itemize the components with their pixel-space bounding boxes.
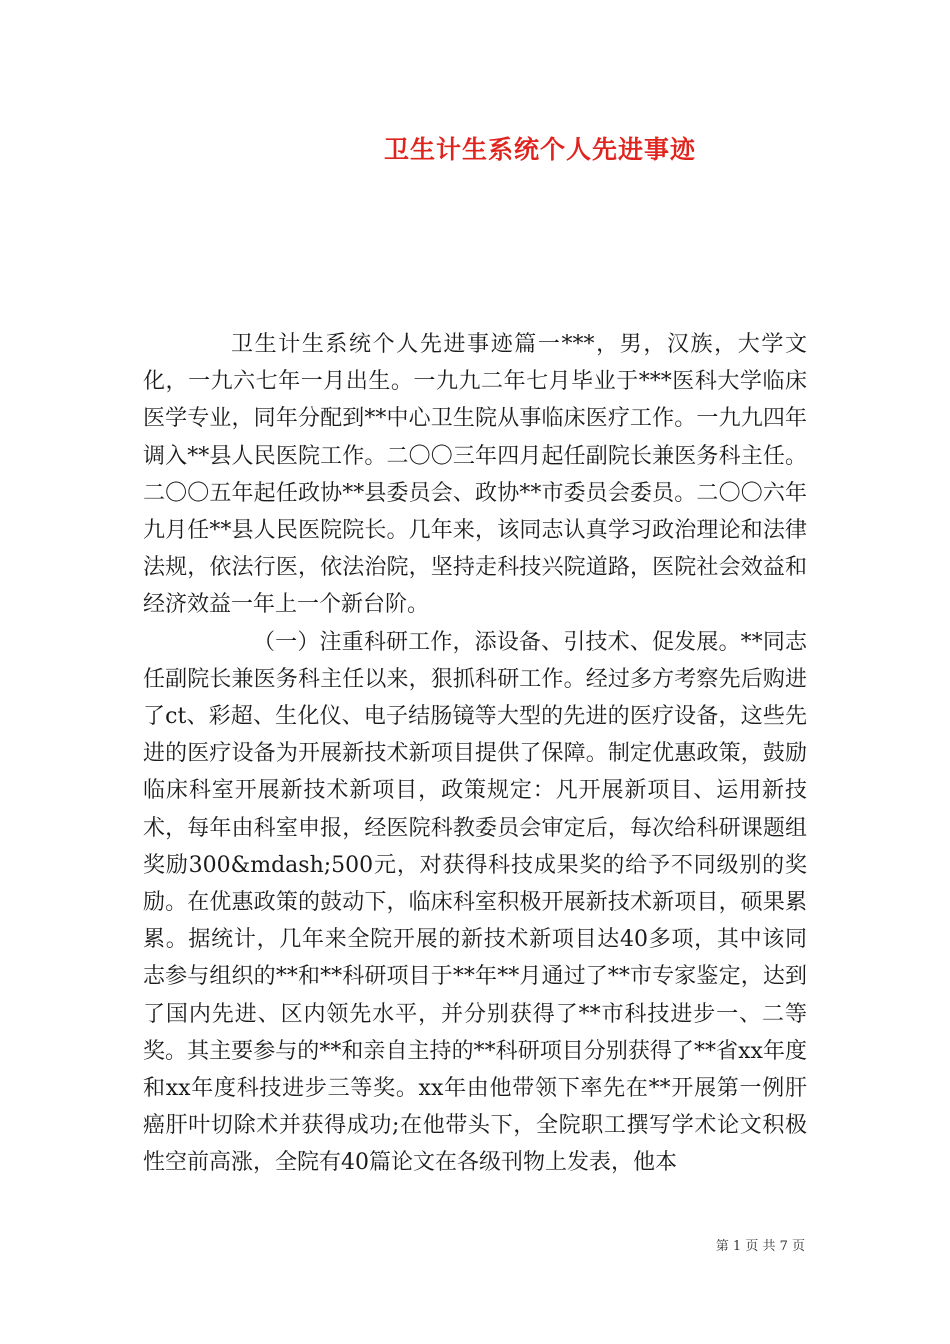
document-title: 卫生计生系统个人先进事迹	[383, 135, 696, 164]
paragraph-section-1: （一）注重科研工作，添设备、引技术、促发展。**同志任副院长兼医务科主任以来，狠抓科研工作。经过多方考察先后购进了ct、彩超、生化仪、电子结肠镜等大型的先进的医疗设备，这些先进的医疗设备为开展新技术新项目提供了保障。制定优惠政策，鼓励临床科室开展新技术新项目，政策规定：凡开展新项目、运用新技术，每年由科室申报，经医院科教委员会审定后，每次给科研课题组奖励300&mdash;500元，对获得科技成果奖的给予不同级别的奖励。在优惠政策的鼓动下，临床科室积极开展新技术新项目，硕果累累。据统计，几年来全院开展的新技术新项目达40多项，其中该同志参与组织的**和**科研项目于**年**月通过了**市专家鉴定，达到了国内先进、区内领先水平，并分别获得了**市科技进步一、二等奖。其主要参与的**和亲自主持的**科研项目分别获得了**省xx年度和xx年度科技进步三等奖。xx年由他带领下率先在**开展第一例肝癌肝叶切除术并获得成功;在他带头下，全院职工撰写学术论文积极性空前高涨，全院有40篇论文在各级刊物上发表，他本	[143, 629, 807, 1176]
document-body	[143, 326, 807, 1182]
page-number-footer: 第 1 页 共 7 页	[715, 1239, 805, 1254]
paragraph-intro: 卫生计生系统个人先进事迹篇一***，男，汉族，大学文化，一九六七年一月出生。一九九二年七月毕业于***医科大学临床医学专业，同年分配到**中心卫生院从事临床医疗工作。一九九四年调入**县人民医院工作。二〇〇三年四月起任副院长兼医务科主任。二〇〇五年起任政协**县委员会、政协**市委员会委员。二〇〇六年九月任**县人民医院院长。几年来，该同志认真学习政治理论和法律法规，依法行医，依法治院，坚持走科技兴院道路，医院社会效益和经济效益一年上一个新台阶。	[143, 332, 807, 618]
